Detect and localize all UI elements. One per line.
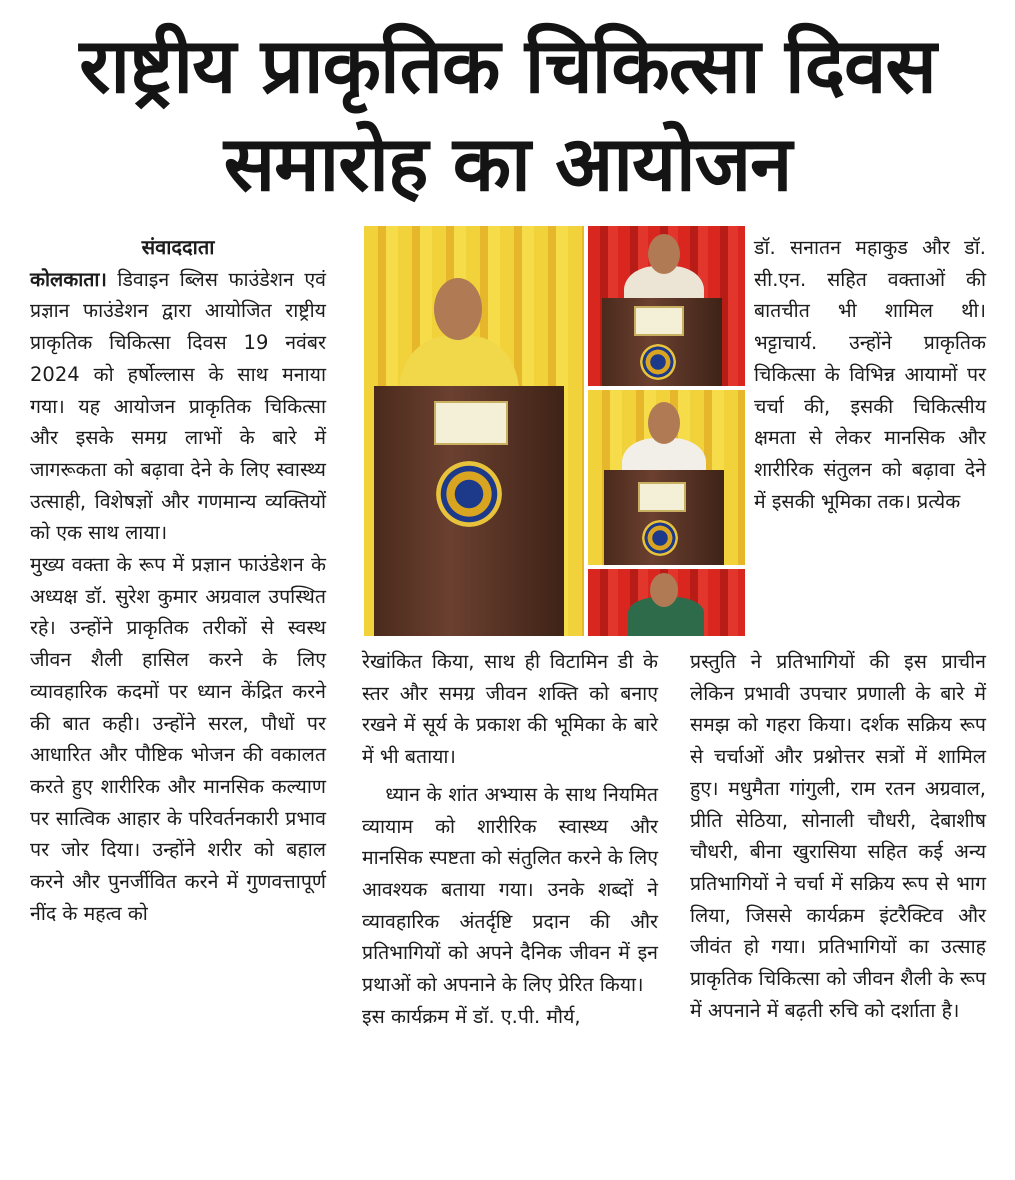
emblem-3-icon bbox=[642, 520, 678, 556]
column-2-paragraph-3: इस कार्यक्रम में डॉ. ए.पी. मौर्य, bbox=[362, 1004, 581, 1028]
article-column-3-bottom bbox=[690, 646, 986, 1026]
column-3-bottom-text: प्रस्तुति ने प्रतिभागियों की इस प्राचीन लेकिन प्रभावी उपचार प्रणाली के बारे में समझ को गहरा किया। दर्शक सक्रिय रूप से चर्चाओं और प्रश्नोत्तर सत्रों में शामिल हुए। मधुमैता गांगुली, राम रतन अग्रवाल, प्रीति सेठिया, सोनाली चौधरी, देबाशीष चौधरी, बीना खुरासिया सहित कई अन्य प्रतिभागियों ने चर्चा में सक्रिय रूप से भाग लिया, जिससे कार्यक्रम इंटरैक्टिव और जीवंत हो गया। प्रतिभागियों का उत्साह प्राकृतिक चिकित्सा को जीवन शैली के रूप में अपनाने में बढ़ती रुचि को दर्शाता है। bbox=[690, 650, 986, 1022]
event-photo bbox=[364, 226, 745, 636]
headline-line-1: राष्ट्रीय प्राकृतिक चिकित्सा दिवस bbox=[79, 21, 936, 110]
column-1-paragraph-1 bbox=[30, 264, 326, 549]
column-1-paragraph-1-text: डिवाइन ब्लिस फाउंडेशन एवं प्रज्ञान फाउंडेशन द्वारा आयोजित राष्ट्रीय प्राकृतिक चिकित्सा दिवस 19 नवंबर 2024 को हर्षोल्लास के साथ मनाया गया। यह आयोजन प्राकृतिक चिकित्सा और इसके समग्र लाभों के बारे में जागरूकता को बढ़ावा देने के लिए स्वास्थ्य उत्साही, विशेषज्ञों और गणमान्य व्यक्तियों को एक साथ लाया। bbox=[30, 267, 326, 545]
article-column-1 bbox=[30, 232, 326, 929]
speaker-head bbox=[434, 278, 482, 340]
column-3-top-text: डॉ. सनातन महाकुड और डॉ. सी.एन. सहित वक्ताओं की बातचीत भी शामिल थी। भट्टाचार्य. उन्होंने प्राकृतिक चिकित्सा के विभिन्न आयामों पर चर्चा की, इसकी चिकित्सीय क्षमता से लेकर मानसिक और शारीरिक संतुलन को बढ़ावा देने में इसकी भूमिका तक। प्रत्येक bbox=[754, 236, 986, 513]
article-column-3-top bbox=[754, 232, 986, 517]
photo-panel-main-speaker bbox=[364, 226, 584, 636]
column-2-paragraph-1: रेखांकित किया, साथ ही विटामिन डी के स्तर और समग्र जीवन शक्ति को बनाए रखने में सूर्य के प्रकाश की भूमिका के बारे में भी बताया। bbox=[362, 650, 658, 769]
column-1-paragraph-2: मुख्य वक्ता के रूप में प्रज्ञान फाउंडेशन के अध्यक्ष डॉ. सुरेश कुमार अग्रवाल उपस्थित रहे। उन्होंने प्राकृतिक तरीकों से स्वस्थ जीवन शैली हासिल करने के लिए व्यावहारिक कदमों पर ध्यान केंद्रित करने की बात कही। उन्होंने सरल, पौधों पर आधारित और पौष्टिक भोजन की वकालत करते हुए शारीरिक और मानसिक कल्याण पर सात्विक आहार के परिवर्तनकारी प्रभाव पर जोर दिया। उन्होंने शरीर को बहाल करने और पुनर्जीवित करने में गुणवत्तापूर्ण नींद के महत्व को bbox=[30, 553, 326, 925]
podium-3-banner bbox=[638, 482, 686, 512]
podium-banner bbox=[434, 401, 508, 445]
photo-panel-speaker-2 bbox=[588, 226, 745, 386]
speaker-4-head bbox=[650, 573, 678, 607]
photo-panel-speaker-4 bbox=[588, 569, 745, 636]
photo-panel-speaker-3 bbox=[588, 390, 745, 565]
article-column-2 bbox=[362, 646, 658, 1032]
byline: संवाददाता bbox=[141, 235, 215, 259]
speaker-3-head bbox=[648, 402, 680, 444]
dateline: कोलकाता। bbox=[30, 267, 107, 291]
headline-line-2: समारोह का आयोजन bbox=[223, 119, 792, 208]
speaker-2-head bbox=[648, 234, 680, 274]
podium-2-banner bbox=[634, 306, 684, 336]
emblem-2-icon bbox=[640, 344, 676, 380]
column-2-paragraph-2: ध्यान के शांत अभ्यास के साथ नियमित व्यायाम को शारीरिक स्वास्थ्य और मानसिक स्पष्टता को संतुलित करने के लिए आवश्यक बताया गया। उनके शब्दों ने व्यावहारिक अंतर्दृष्टि प्रदान की और प्रतिभागियों को अपने दैनिक जीवन में इन प्रथाओं को अपनाने के लिए प्रेरित किया। bbox=[362, 782, 658, 997]
emblem-icon bbox=[436, 461, 502, 527]
